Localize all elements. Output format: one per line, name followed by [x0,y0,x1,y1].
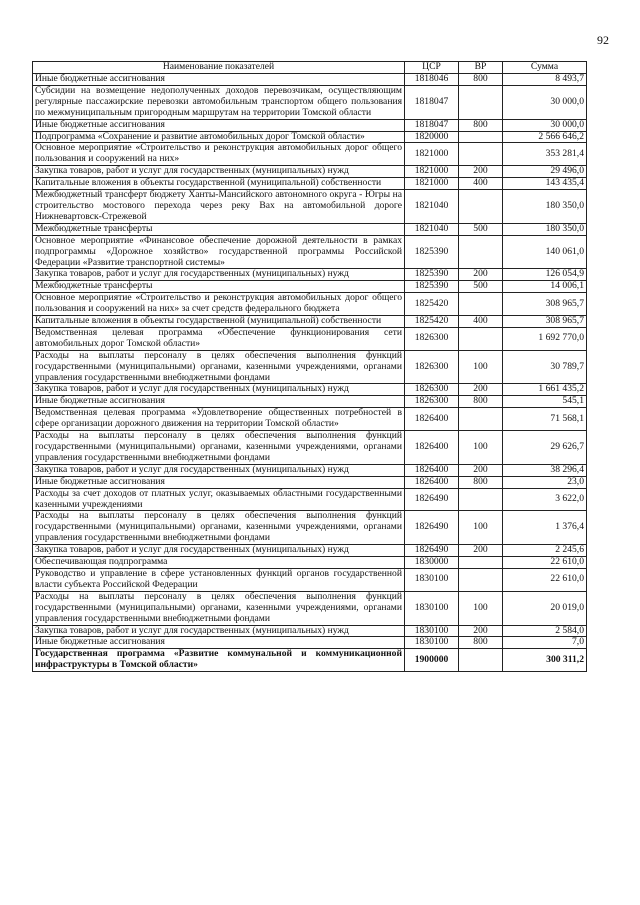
table-row [33,431,587,465]
row-vr: 100 [459,511,503,545]
header-name: Наименование показателей [33,62,405,74]
row-name: Основное мероприятие «Строительство и реконструкция автомобильных дорог общего пользования и сооружений на них» [33,143,405,166]
row-sum: 30 789,7 [503,350,587,384]
row-name: Руководство и управление в сфере установленных функций органов государственной власти субъекта Российской Федерации [33,568,405,591]
table-row [33,384,587,396]
table-header [33,62,587,74]
row-sum: 30 000,0 [503,119,587,131]
row-sum: 2 584,0 [503,625,587,637]
row-csr: 1825420 [405,316,459,328]
row-vr: 800 [459,476,503,488]
row-vr [459,293,503,316]
table-row [33,281,587,293]
row-vr: 800 [459,119,503,131]
row-vr: 200 [459,545,503,557]
row-vr: 100 [459,350,503,384]
row-csr: 1826490 [405,488,459,511]
header-row [33,62,587,74]
row-sum: 353 281,4 [503,143,587,166]
row-name: Закупка товаров, работ и услуг для государственных (муниципальных) нужд [33,625,405,637]
row-name: Закупка товаров, работ и услуг для государственных (муниципальных) нужд [33,545,405,557]
row-csr: 1821000 [405,143,459,166]
row-name: Закупка товаров, работ и услуг для государственных (муниципальных) нужд [33,464,405,476]
row-csr: 1821000 [405,178,459,190]
table-row [33,568,587,591]
page-number: 92 [597,33,609,47]
table-row [33,269,587,281]
row-sum: 2 566 646,2 [503,131,587,143]
table-row [33,511,587,545]
row-csr: 1830000 [405,557,459,569]
row-sum: 22 610,0 [503,568,587,591]
row-csr: 1826400 [405,464,459,476]
row-csr: 1820000 [405,131,459,143]
row-csr: 1830100 [405,591,459,625]
row-sum: 126 054,9 [503,269,587,281]
row-name: Ведомственная целевая программа «Обеспечение функционирования сети автомобильных дорог Томской области» [33,327,405,350]
row-vr: 800 [459,637,503,649]
table-row [33,131,587,143]
row-sum: 1 692 770,0 [503,327,587,350]
row-csr: 1821040 [405,190,459,224]
row-sum: 22 610,0 [503,557,587,569]
row-name: Межбюджетный трансферт бюджету Ханты-Мансийского автономного округа - Югры на строительство мостового перехода через реку Вах на автомобильной дороге Нижневартовск-Стрежевой [33,190,405,224]
header-vr: ВР [459,62,503,74]
row-sum: 23,0 [503,476,587,488]
header-sum: Сумма [503,62,587,74]
row-sum: 20 019,0 [503,591,587,625]
row-vr [459,557,503,569]
row-sum: 8 493,7 [503,74,587,86]
row-sum: 3 622,0 [503,488,587,511]
row-name: Капитальные вложения в объекты государственной (муниципальной) собственности [33,316,405,328]
row-sum: 71 568,1 [503,408,587,431]
header-csr: ЦСР [405,62,459,74]
row-csr: 1818046 [405,74,459,86]
row-name: Ведомственная целевая программа «Удовлетворение общественных потребностей в сфере организации дорожного движения на территории Томской области» [33,408,405,431]
row-vr: 800 [459,74,503,86]
row-sum: 30 000,0 [503,85,587,119]
row-vr: 500 [459,281,503,293]
row-vr [459,568,503,591]
row-name: Расходы на выплаты персоналу в целях обеспечения выполнения функций государственными (муниципальными) органами, казенными учреждениями, органами управления государственными внебюджетными фондами [33,431,405,465]
row-name: Закупка товаров, работ и услуг для государственных (муниципальных) нужд [33,269,405,281]
table-row [33,649,587,672]
row-vr: 200 [459,269,503,281]
row-name: Капитальные вложения в объекты государственной (муниципальной) собственности [33,178,405,190]
table-row [33,476,587,488]
table-row [33,235,587,269]
row-csr: 1826300 [405,327,459,350]
row-csr: 1830100 [405,568,459,591]
row-csr: 1900000 [405,649,459,672]
table-row [33,464,587,476]
row-vr: 800 [459,396,503,408]
row-csr: 1830100 [405,637,459,649]
row-vr: 200 [459,166,503,178]
row-sum: 308 965,7 [503,316,587,328]
row-name: Обеспечивающая подпрограмма [33,557,405,569]
row-sum: 545,1 [503,396,587,408]
row-sum: 180 350,0 [503,223,587,235]
row-sum: 38 296,4 [503,464,587,476]
table-row [33,119,587,131]
row-name: Иные бюджетные ассигнования [33,74,405,86]
row-csr: 1818047 [405,119,459,131]
table-row [33,350,587,384]
row-csr: 1825390 [405,269,459,281]
row-name: Межбюджетные трансферты [33,223,405,235]
row-name: Расходы за счет доходов от платных услуг, оказываемых областными государственными казенными учреждениями [33,488,405,511]
row-sum: 143 435,4 [503,178,587,190]
table-row [33,223,587,235]
row-name: Закупка товаров, работ и услуг для государственных (муниципальных) нужд [33,384,405,396]
table-row [33,625,587,637]
row-sum: 308 965,7 [503,293,587,316]
row-vr [459,131,503,143]
row-name: Закупка товаров, работ и услуг для государственных (муниципальных) нужд [33,166,405,178]
row-csr: 1826400 [405,408,459,431]
table-row [33,178,587,190]
row-sum: 2 245,6 [503,545,587,557]
row-vr: 400 [459,316,503,328]
table-body [33,74,587,672]
row-sum: 29 626,7 [503,431,587,465]
table-row [33,316,587,328]
row-vr [459,190,503,224]
row-name: Основное мероприятие «Строительство и реконструкция автомобильных дорог общего пользования и сооружений на них» за счет средств федерального бюджета [33,293,405,316]
row-vr: 400 [459,178,503,190]
row-vr: 200 [459,464,503,476]
row-name: Расходы на выплаты персоналу в целях обеспечения выполнения функций государственными (муниципальными) органами, казенными учреждениями, органами управления государственными внебюджетными фондами [33,591,405,625]
row-vr [459,143,503,166]
table-row [33,293,587,316]
row-sum: 7,0 [503,637,587,649]
row-csr: 1830100 [405,625,459,637]
budget-table [32,61,587,672]
row-vr: 500 [459,223,503,235]
row-name: Расходы на выплаты персоналу в целях обеспечения выполнения функций государственными (муниципальными) органами, казенными учреждениями, органами управления государственными внебюджетными фондами [33,511,405,545]
row-sum: 1 661 435,2 [503,384,587,396]
row-vr: 100 [459,431,503,465]
row-sum: 29 496,0 [503,166,587,178]
row-csr: 1826400 [405,476,459,488]
row-vr [459,488,503,511]
row-name: Межбюджетные трансферты [33,281,405,293]
table-row [33,545,587,557]
row-csr: 1825390 [405,281,459,293]
row-csr: 1825420 [405,293,459,316]
row-name: Субсидии на возмещение недополученных доходов перевозчикам, осуществляющим регулярные пассажирские перевозки автомобильным транспортом общего пользования по межмуниципальным пригородным маршрутам на территории Томской области [33,85,405,119]
row-csr: 1826490 [405,545,459,557]
row-name: Расходы на выплаты персоналу в целях обеспечения выполнения функций государственными (муниципальными) органами, казенными учреждениями, органами управления государственными внебюджетными фондами [33,350,405,384]
table-row [33,557,587,569]
row-sum: 140 061,0 [503,235,587,269]
row-sum: 1 376,4 [503,511,587,545]
table-row [33,327,587,350]
row-csr: 1821040 [405,223,459,235]
row-vr [459,235,503,269]
row-csr: 1826300 [405,350,459,384]
row-name: Подпрограмма «Сохранение и развитие автомобильных дорог Томской области» [33,131,405,143]
table-row [33,190,587,224]
table-row [33,396,587,408]
row-csr: 1826490 [405,511,459,545]
row-name: Основное мероприятие «Финансовое обеспечение дорожной деятельности в рамках подпрограммы «Дорожное хозяйство» государственной программы Российской Федерации «Развитие транспортной системы» [33,235,405,269]
table-row [33,143,587,166]
row-name: Иные бюджетные ассигнования [33,637,405,649]
table-row [33,591,587,625]
row-vr [459,327,503,350]
table-row [33,488,587,511]
row-name: Государственная программа «Развитие коммунальной и коммуникационной инфраструктуры в Томской области» [33,649,405,672]
row-vr: 200 [459,384,503,396]
row-name: Иные бюджетные ассигнования [33,476,405,488]
table-row [33,166,587,178]
table-row [33,74,587,86]
row-sum: 180 350,0 [503,190,587,224]
table-row [33,637,587,649]
row-csr: 1825390 [405,235,459,269]
row-vr [459,408,503,431]
row-vr [459,85,503,119]
row-name: Иные бюджетные ассигнования [33,396,405,408]
row-sum: 14 006,1 [503,281,587,293]
row-vr: 200 [459,625,503,637]
row-csr: 1826300 [405,384,459,396]
table-row [33,85,587,119]
row-vr [459,649,503,672]
row-csr: 1826300 [405,396,459,408]
row-sum: 300 311,2 [503,649,587,672]
table-row [33,408,587,431]
row-csr: 1818047 [405,85,459,119]
row-name: Иные бюджетные ассигнования [33,119,405,131]
row-csr: 1826400 [405,431,459,465]
row-vr: 100 [459,591,503,625]
row-csr: 1821000 [405,166,459,178]
